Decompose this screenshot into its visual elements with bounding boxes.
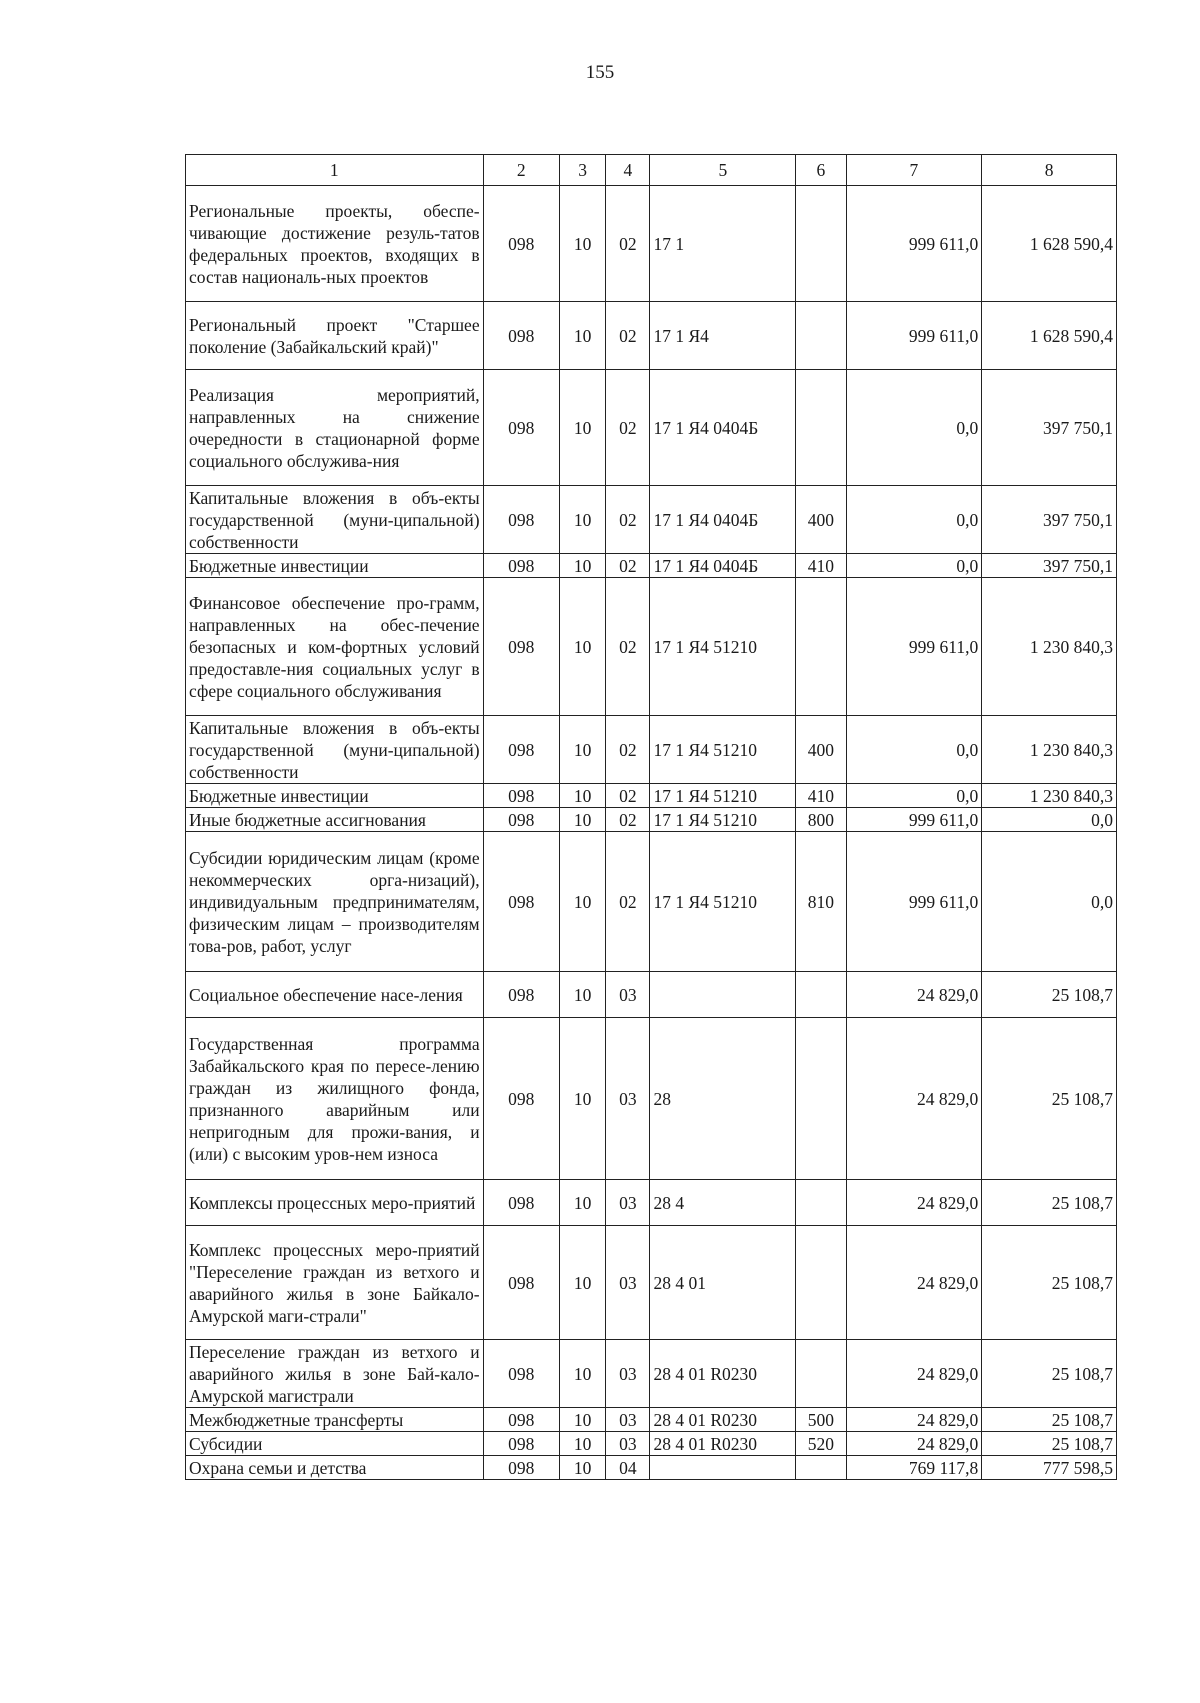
- amount-year1-cell: 24 829,0: [846, 1018, 982, 1180]
- ministry-code-cell: 098: [483, 972, 559, 1018]
- budget-table: [185, 154, 1117, 1480]
- table-row: [186, 1432, 1117, 1456]
- expense-type-cell: [796, 1180, 846, 1226]
- column-header: 4: [606, 155, 650, 186]
- column-header: 5: [650, 155, 796, 186]
- target-article-cell: 28 4 01 R0230: [650, 1408, 796, 1432]
- header-row: [186, 155, 1117, 186]
- row-name-cell: Социальное обеспечение насе-ления: [186, 972, 484, 1018]
- table-row: [186, 1456, 1117, 1480]
- column-header: 1: [186, 155, 484, 186]
- amount-year2-cell: 397 750,1: [982, 370, 1117, 486]
- subsection-code-cell: 03: [606, 1340, 650, 1408]
- table-row: [186, 1340, 1117, 1408]
- target-article-cell: 17 1 Я4 0404Б: [650, 370, 796, 486]
- section-code-cell: 10: [560, 486, 606, 554]
- amount-year2-cell: 397 750,1: [982, 486, 1117, 554]
- amount-year2-cell: 777 598,5: [982, 1456, 1117, 1480]
- subsection-code-cell: 03: [606, 1018, 650, 1180]
- target-article-cell: 17 1 Я4 51210: [650, 832, 796, 972]
- amount-year2-cell: 1 628 590,4: [982, 302, 1117, 370]
- target-article-cell: 28 4: [650, 1180, 796, 1226]
- row-name-cell: Комплекс процессных меро-приятий "Переселение граждан из ветхого и аварийного жилья в зоне Байкало-Амурской маги-страли": [186, 1226, 484, 1340]
- table-row: [186, 808, 1117, 832]
- table-row: [186, 832, 1117, 972]
- row-name-cell: Бюджетные инвестиции: [186, 554, 484, 578]
- subsection-code-cell: 02: [606, 370, 650, 486]
- table-row: [186, 302, 1117, 370]
- subsection-code-cell: 03: [606, 1408, 650, 1432]
- amount-year1-cell: 24 829,0: [846, 1226, 982, 1340]
- column-header: 3: [560, 155, 606, 186]
- amount-year2-cell: 1 628 590,4: [982, 186, 1117, 302]
- subsection-code-cell: 03: [606, 1180, 650, 1226]
- amount-year2-cell: 25 108,7: [982, 972, 1117, 1018]
- row-name-cell: Субсидии юридическим лицам (кроме некоммерческих орга-низаций), индивидуальным предпринимателям, физическим лицам – производителям това-ров, работ, услуг: [186, 832, 484, 972]
- target-article-cell: 28 4 01 R0230: [650, 1340, 796, 1408]
- ministry-code-cell: 098: [483, 716, 559, 784]
- row-name-cell: Региональный проект "Старшее поколение (Забайкальский край)": [186, 302, 484, 370]
- amount-year1-cell: 0,0: [846, 784, 982, 808]
- row-name-cell: Государственная программа Забайкальского края по пересе-лению граждан из жилищного фонда, признанного аварийным или непригодным для прожи-вания, и (или) с высоким уров-нем износа: [186, 1018, 484, 1180]
- ministry-code-cell: 098: [483, 1408, 559, 1432]
- expense-type-cell: [796, 578, 846, 716]
- amount-year2-cell: 1 230 840,3: [982, 578, 1117, 716]
- target-article-cell: 17 1 Я4 51210: [650, 808, 796, 832]
- row-name-cell: Охрана семьи и детства: [186, 1456, 484, 1480]
- expense-type-cell: [796, 1018, 846, 1180]
- subsection-code-cell: 02: [606, 554, 650, 578]
- section-code-cell: 10: [560, 1180, 606, 1226]
- ministry-code-cell: 098: [483, 486, 559, 554]
- section-code-cell: 10: [560, 972, 606, 1018]
- amount-year1-cell: 0,0: [846, 554, 982, 578]
- subsection-code-cell: 02: [606, 486, 650, 554]
- amount-year1-cell: 24 829,0: [846, 1432, 982, 1456]
- page-number: 155: [585, 62, 615, 83]
- column-header: 2: [483, 155, 559, 186]
- expense-type-cell: 410: [796, 784, 846, 808]
- ministry-code-cell: 098: [483, 832, 559, 972]
- table-row: [186, 1018, 1117, 1180]
- amount-year2-cell: 25 108,7: [982, 1180, 1117, 1226]
- table-row: [186, 554, 1117, 578]
- row-name-cell: Региональные проекты, обеспе-чивающие достижение резуль-татов федеральных проектов, входящих в состав националь-ных проектов: [186, 186, 484, 302]
- ministry-code-cell: 098: [483, 186, 559, 302]
- row-name-cell: Капитальные вложения в объ-екты государственной (муни-ципальной) собственности: [186, 486, 484, 554]
- ministry-code-cell: 098: [483, 554, 559, 578]
- ministry-code-cell: 098: [483, 808, 559, 832]
- ministry-code-cell: 098: [483, 578, 559, 716]
- target-article-cell: 17 1 Я4 51210: [650, 578, 796, 716]
- row-name-cell: Реализация мероприятий, направленных на снижение очередности в стационарной форме социального обслужива-ния: [186, 370, 484, 486]
- target-article-cell: 17 1 Я4 0404Б: [650, 554, 796, 578]
- section-code-cell: 10: [560, 1226, 606, 1340]
- row-name-cell: Финансовое обеспечение про-грамм, направленных на обес-печение безопасных и ком-фортных условий предоставле-ния социальных услуг в сфере социального обслуживания: [186, 578, 484, 716]
- expense-type-cell: 800: [796, 808, 846, 832]
- section-code-cell: 10: [560, 554, 606, 578]
- subsection-code-cell: 03: [606, 1226, 650, 1340]
- column-header: 8: [982, 155, 1117, 186]
- target-article-cell: [650, 972, 796, 1018]
- target-article-cell: 17 1 Я4 0404Б: [650, 486, 796, 554]
- amount-year1-cell: 0,0: [846, 486, 982, 554]
- amount-year2-cell: 25 108,7: [982, 1226, 1117, 1340]
- expense-type-cell: 410: [796, 554, 846, 578]
- section-code-cell: 10: [560, 578, 606, 716]
- section-code-cell: 10: [560, 1408, 606, 1432]
- section-code-cell: 10: [560, 1432, 606, 1456]
- row-name-cell: Межбюджетные трансферты: [186, 1408, 484, 1432]
- table-row: [186, 1408, 1117, 1432]
- section-code-cell: 10: [560, 1018, 606, 1180]
- target-article-cell: 28 4 01 R0230: [650, 1432, 796, 1456]
- table-row: [186, 578, 1117, 716]
- column-header: 7: [846, 155, 982, 186]
- ministry-code-cell: 098: [483, 1340, 559, 1408]
- section-code-cell: 10: [560, 832, 606, 972]
- subsection-code-cell: 02: [606, 578, 650, 716]
- expense-type-cell: [796, 1340, 846, 1408]
- amount-year1-cell: 24 829,0: [846, 972, 982, 1018]
- target-article-cell: 17 1 Я4 51210: [650, 784, 796, 808]
- table-row: [186, 716, 1117, 784]
- amount-year2-cell: 1 230 840,3: [982, 716, 1117, 784]
- subsection-code-cell: 02: [606, 808, 650, 832]
- section-code-cell: 10: [560, 716, 606, 784]
- ministry-code-cell: 098: [483, 784, 559, 808]
- amount-year1-cell: 999 611,0: [846, 832, 982, 972]
- table-row: [186, 1226, 1117, 1340]
- ministry-code-cell: 098: [483, 1226, 559, 1340]
- amount-year2-cell: 0,0: [982, 832, 1117, 972]
- expense-type-cell: 400: [796, 486, 846, 554]
- amount-year1-cell: 24 829,0: [846, 1180, 982, 1226]
- amount-year1-cell: 24 829,0: [846, 1340, 982, 1408]
- ministry-code-cell: 098: [483, 370, 559, 486]
- subsection-code-cell: 02: [606, 832, 650, 972]
- subsection-code-cell: 04: [606, 1456, 650, 1480]
- row-name-cell: Субсидии: [186, 1432, 484, 1456]
- section-code-cell: 10: [560, 1456, 606, 1480]
- subsection-code-cell: 02: [606, 716, 650, 784]
- amount-year1-cell: 769 117,8: [846, 1456, 982, 1480]
- section-code-cell: 10: [560, 302, 606, 370]
- amount-year2-cell: 25 108,7: [982, 1018, 1117, 1180]
- target-article-cell: 17 1 Я4: [650, 302, 796, 370]
- target-article-cell: 17 1 Я4 51210: [650, 716, 796, 784]
- amount-year1-cell: 999 611,0: [846, 186, 982, 302]
- amount-year1-cell: 999 611,0: [846, 808, 982, 832]
- expense-type-cell: 400: [796, 716, 846, 784]
- amount-year2-cell: 25 108,7: [982, 1340, 1117, 1408]
- ministry-code-cell: 098: [483, 1018, 559, 1180]
- row-name-cell: Иные бюджетные ассигнования: [186, 808, 484, 832]
- section-code-cell: 10: [560, 370, 606, 486]
- expense-type-cell: [796, 186, 846, 302]
- ministry-code-cell: 098: [483, 1432, 559, 1456]
- target-article-cell: [650, 1456, 796, 1480]
- row-name-cell: Переселение граждан из ветхого и аварийного жилья в зоне Бай-кало-Амурской магистрали: [186, 1340, 484, 1408]
- expense-type-cell: [796, 1456, 846, 1480]
- amount-year1-cell: 0,0: [846, 370, 982, 486]
- expense-type-cell: [796, 370, 846, 486]
- ministry-code-cell: 098: [483, 1180, 559, 1226]
- subsection-code-cell: 02: [606, 186, 650, 302]
- amount-year1-cell: 999 611,0: [846, 578, 982, 716]
- subsection-code-cell: 02: [606, 302, 650, 370]
- row-name-cell: Комплексы процессных меро-приятий: [186, 1180, 484, 1226]
- section-code-cell: 10: [560, 1340, 606, 1408]
- table-row: [186, 972, 1117, 1018]
- section-code-cell: 10: [560, 784, 606, 808]
- ministry-code-cell: 098: [483, 302, 559, 370]
- table-row: [186, 1180, 1117, 1226]
- target-article-cell: 28 4 01: [650, 1226, 796, 1340]
- amount-year1-cell: 0,0: [846, 716, 982, 784]
- amount-year1-cell: 24 829,0: [846, 1408, 982, 1432]
- table-row: [186, 186, 1117, 302]
- amount-year2-cell: 25 108,7: [982, 1432, 1117, 1456]
- expense-type-cell: [796, 972, 846, 1018]
- expense-type-cell: 500: [796, 1408, 846, 1432]
- table-row: [186, 370, 1117, 486]
- section-code-cell: 10: [560, 186, 606, 302]
- ministry-code-cell: 098: [483, 1456, 559, 1480]
- table-row: [186, 486, 1117, 554]
- expense-type-cell: 520: [796, 1432, 846, 1456]
- expense-type-cell: 810: [796, 832, 846, 972]
- target-article-cell: 17 1: [650, 186, 796, 302]
- subsection-code-cell: 03: [606, 1432, 650, 1456]
- row-name-cell: Бюджетные инвестиции: [186, 784, 484, 808]
- amount-year2-cell: 1 230 840,3: [982, 784, 1117, 808]
- column-header: 6: [796, 155, 846, 186]
- expense-type-cell: [796, 302, 846, 370]
- subsection-code-cell: 02: [606, 784, 650, 808]
- amount-year2-cell: 0,0: [982, 808, 1117, 832]
- amount-year2-cell: 397 750,1: [982, 554, 1117, 578]
- target-article-cell: 28: [650, 1018, 796, 1180]
- section-code-cell: 10: [560, 808, 606, 832]
- table-row: [186, 784, 1117, 808]
- amount-year1-cell: 999 611,0: [846, 302, 982, 370]
- amount-year2-cell: 25 108,7: [982, 1408, 1117, 1432]
- subsection-code-cell: 03: [606, 972, 650, 1018]
- expense-type-cell: [796, 1226, 846, 1340]
- row-name-cell: Капитальные вложения в объ-екты государственной (муни-ципальной) собственности: [186, 716, 484, 784]
